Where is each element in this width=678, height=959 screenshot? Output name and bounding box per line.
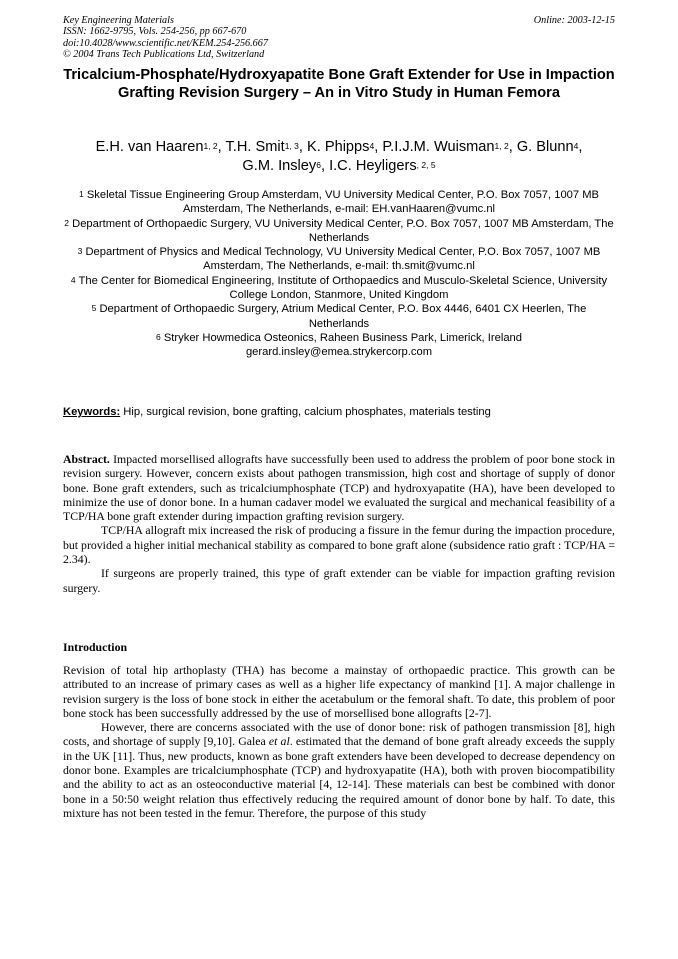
issn-line: ISSN: 1662-9795, Vols. 254-256, pp 667-670 (63, 26, 247, 38)
introduction-body (63, 663, 615, 820)
author: T.H. Smit$^{1, 3}$, (225, 139, 307, 155)
abstract-paragraph: Abstract. Impacted morsellised allografts have successfully been used to address the problem of poor bone stock in revision surgery. However, concern exists about pathogen transmission, high cost and shortage of supply of donor bone. Bone graft extenders, such as tricalciumphosphate (TCP) and hydroxyapatite (HA), have been developed to minimize the use of donor bone. In a human cadaver model we evaluated the surgical and mechanical feasibility of a TCP/HA bone graft extender during impaction grafting revision surgery. (63, 452, 615, 524)
author: G. Blunn$^4$, (516, 139, 583, 155)
journal-header (63, 15, 615, 60)
author: I.C. Heyligers$^{, 2, 5}$ (329, 158, 436, 174)
affiliation-list (63, 188, 615, 360)
keywords-label: Keywords: (63, 406, 121, 418)
affiliation: $^1$ Skeletal Tissue Engineering Group Amsterdam, VU University Medical Center, P.O. Box 7057, 1007 MB Amsterdam, The Netherlands, e-mail: EH.vanHaaren@vumc.nl (78, 189, 600, 216)
introduction-heading: Introduction (63, 640, 128, 654)
affiliation: $^6$ Stryker Howmedica Osteonics, Raheen Business Park, Limerick, Ireland gerard.insley@emea.strykercorp.com (156, 331, 522, 359)
author: E.H. van Haaren$^{1, 2}$, (95, 139, 226, 155)
doi-line: doi:10.4028/www.scientific.net/KEM.254-256.667 (63, 37, 268, 49)
journal-name: Key Engineering Materials (63, 15, 174, 26)
et-al: et al (268, 734, 290, 749)
author: K. Phipps$^4$, (307, 139, 383, 155)
abstract-label: Abstract. (63, 452, 110, 466)
keywords (63, 405, 623, 419)
online-date: Online: 2003-12-15 (533, 15, 615, 26)
author: P.I.J.M. Wuisman$^{1, 2}$, (382, 139, 517, 155)
abstract-paragraph: If surgeons are properly trained, this type of graft extender can be viable for impaction grafting revision surgery. (63, 566, 615, 595)
keywords-text: Hip, surgical revision, bone grafting, calcium phosphates, materials testing (120, 406, 491, 418)
affiliation: $^3$ Department of Physics and Medical Technology, VU University Medical Center, P.O. Box 7057, 1007 MB Amsterdam, The Netherlands, e-mail: th.smit@vumc.nl (77, 246, 601, 273)
affiliation: $^4$ The Center for Biomedical Engineering, Institute of Orthopaedics and Musculo-Skeletal Science, University College London, Stanmore, United Kingdom (70, 274, 608, 302)
author-list (63, 138, 615, 176)
abstract-paragraph: TCP/HA allograft mix increased the risk of producing a fissure in the femur during the impaction procedure, but provided a higher initial mechanical stability as compared to bone graft alone (subsidence ratio graft : TCP/HA = 2.34). (63, 523, 615, 567)
abstract (63, 452, 615, 595)
copyright-line: © 2004 Trans Tech Publications Ltd, Switzerland (63, 48, 265, 60)
affiliation: $^5$ Department of Orthopaedic Surgery, Atrium Medical Center, P.O. Box 4446, 6401 CX Heerlen, The Netherlands (91, 303, 587, 330)
author: G.M. Insley$^6$, (242, 158, 330, 174)
body-paragraph: Revision of total hip arthoplasty (THA) has become a mainstay of orthopaedic practice. This growth can be attributed to an increase of primary cases as well as a higher life expectancy of mankind [1]. A major challenge in revision surgery is the loss of bone stock in either the acetabulum or the femoral shaft. To date, this problem of poor bone stock has been successfully addressed by the use of morsellised bone allografts [2-7]. (63, 663, 615, 720)
body-paragraph: However, there are concerns associated with the use of donor bone: risk of pathogen transmission [8], high costs, and shortage of supply [9,10]. Galea et al. estimated that the demand of bone graft already exceeds the supply in the UK [11]. Thus, new products, known as bone graft extenders have been developed to decrease dependency on donor bone. Examples are tricalciumphosphate (TCP) and hydroxyapatite (HA), both with proven biocompatibility and the ability to act as an osteoconductive material [4, 12-14]. These materials can best be combined with donor bone in a 50:50 weight relation thus effectively reducing the required amount of donor bone by half. To date, this mixture has not been tested in the femur. Therefore, the purpose of this study (63, 720, 615, 820)
paper-title: Tricalcium-Phosphate/Hydroxyapatite Bone Graft Extender for Use in Impaction Grafting Revision Surgery – An in Vitro Study in Human Femora (63, 67, 615, 102)
affiliation: $^2$ Department of Orthopaedic Surgery, VU University Medical Center, P.O. Box 7057, 1007 MB Amsterdam, The Netherlands (64, 217, 614, 244)
